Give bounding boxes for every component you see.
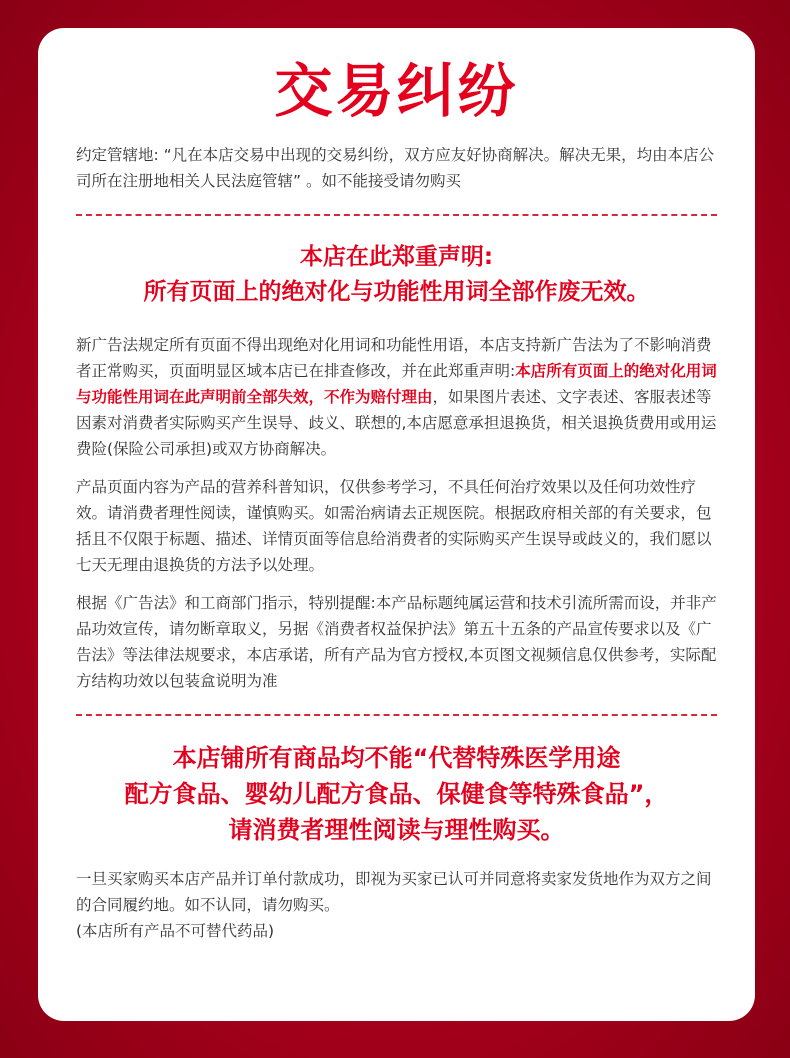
drug-note: (本店所有产品不可替代药品) [76,922,275,940]
special-food-line-1: 本店铺所有商品均不能“代替特殊医学用途 [172,744,621,772]
dashed-divider [76,214,717,216]
ad-law-text-before: 新广告法规定所有页面不得出现绝对化用词和功能性用语，本店支持新广告法为了不影响消费者正常购买，页面明显区域本店已在排查修改，并在此郑重声明: [76,336,712,380]
special-food-heading [76,740,717,848]
page-title: 交易纠纷 [274,57,519,125]
ad-law-text-bold: 本店所有页面上的绝对化用词与功能性用词在此声明前全部失效，不作为赔付理由 [76,362,717,406]
statement-line-1: 本店在此郑重声明: [299,244,494,270]
ad-law-paragraph [76,332,717,462]
statement-line-2: 所有页面上的绝对化与功能性用词全部作废无效。 [143,279,650,305]
special-food-line-3: 请消费者理性阅读与理性购买。 [228,816,565,844]
notice-card [38,28,755,1021]
jurisdiction-paragraph: 约定管辖地: “凡在本店交易中出现的交易纠纷，双方应友好协商解决。解决无果，均由本店公司所在注册地相关人民法庭管辖” 。如不能接受请勿购买 [76,146,715,190]
ad-law-text-after: ，如果图片表述、文字表述、客服表述等因素对消费者实际购买产生误导、歧义、联想的,本店愿意承担退换货，相关退换货费用或用运费险(保险公司承担)或双方协商解决。 [76,388,717,458]
product-info-paragraph: 产品页面内容为产品的营养科普知识，仅供参考学习，不具任何治疗效果以及任何功效性疗效。请消费者理性阅读，谨慎购买。如需治病请去正规医院。根据政府相关部的有关要求，包括且不仅限于标题、描述、详情页面等信息给消费者的实际购买产生误导或歧义的，我们愿以七天无理由退换货的方法予以处理。 [76,478,712,574]
special-food-line-2: 配方食品、婴幼儿配方食品、保健食等特殊食品”， [124,780,669,808]
purchase-contract-paragraph: 一旦买家购买本店产品并订单付款成功，即视为买家已认可并同意将卖家发货地作为双方之间的合同履约地。如不认同，请勿购买。 [76,870,712,914]
law-notice-paragraph: 根据《广告法》和工商部门指示，特别提醒:本产品标题纯属运营和技术引流所需而设，并非产品功效宣传，请勿断章取义，另据《消费者权益保护法》第五十五条的产品宣传要求以及《广告法》等法律法规要求，本店承诺，所有产品为官方授权,本页图文视频信息仅供参考，实际配方结构功效以包装盒说明为准 [76,594,717,690]
statement-heading [76,240,717,310]
dashed-divider [76,714,717,716]
